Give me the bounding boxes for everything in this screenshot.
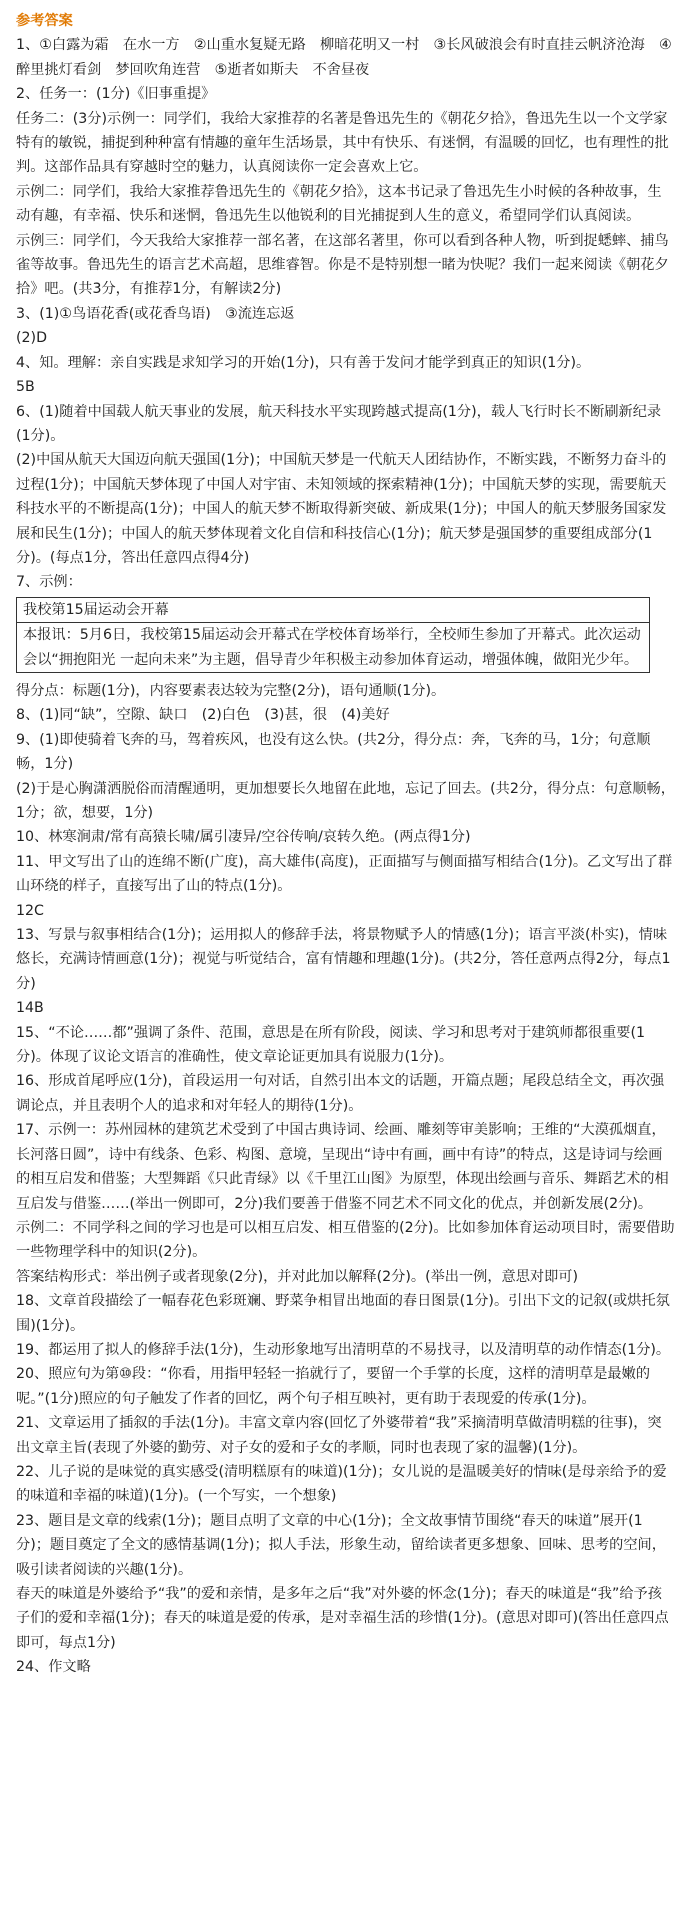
- answer-line: 14B: [16, 1000, 44, 1017]
- answers-part-2: [16, 679, 675, 1680]
- answer-line: 11、甲文写出了山的连绵不断(广度)，高大雄伟(高度)，正面描写与侧面描写相结合(1分)。乙文写出了群山环绕的样子，直接写出了山的特点(1分)。: [16, 853, 673, 895]
- answer-line: 4、知。理解：亲自实践是求知学习的开始(1分)，只有善于发问才能学到真正的知识(1分)。: [16, 354, 591, 371]
- answer-line: (2)D: [16, 330, 48, 347]
- answer-line: 19、都运用了拟人的修辞手法(1分)，生动形象地写出清明草的不易找寻，以及清明草的动作情态(1分)。: [16, 1341, 671, 1358]
- notice-title: 我校第15届运动会开幕: [17, 598, 649, 623]
- answer-line: 春天的味道是外婆给予“我”的爱和亲情，是多年之后“我”对外婆的怀念(1分)；春天的味道是“我”给予孩子们的爱和幸福(1分)；春天的味道是爱的传承，是对幸福生活的珍惜(1分)。(意思对即可)(答出任意四点即可，每点1分): [16, 1586, 669, 1651]
- answer-line: 12C: [16, 902, 44, 919]
- answer-line: 15、“不论……都”强调了条件、范围，意思是在所有阶段，阅读、学习和思考对于建筑师都很重要(1分)。体现了议论文语言的准确性，使文章论证更加具有说服力(1分)。: [16, 1024, 646, 1066]
- answer-line: 7、示例：: [16, 574, 82, 591]
- news-notice-box: [16, 597, 650, 673]
- answer-line: (2)于是心胸潇洒脱俗而清醒通明，更加想要长久地留在此地，忘记了回去。(共2分，得分点：句意顺畅，1分；欲，想要，1分): [16, 780, 675, 821]
- answer-line: (2)中国从航天大国迈向航天强国(1分)；中国航天梦是一代航天人团结协作，不断实践，不断努力奋斗的过程(1分)；中国航天梦体现了中国人对宇宙、未知领域的探索精神(1分)；中国航天梦的实现，需要航天科技水平的不断提高(1分)；中国人的航天梦不断取得新突破、新成果(1分)；中国人的航天梦服务国家发展和民生(1分)；中国人的航天梦体现着文化自信和科技信心(1分)；航天梦是强国梦的重要组成部分(1分)。(每点1分，答出任意四点得4分): [16, 452, 667, 566]
- heading: 参考答案: [16, 13, 73, 29]
- answer-line: 20、照应句为第⑩段：“你看，用指甲轻轻一掐就行了，要留一个手掌的长度，这样的清明草是最嫩的呢。”(1分)照应的句子触发了作者的回忆，两个句子相互映衬，更有助于表现爱的传承(1分)。: [16, 1366, 651, 1407]
- answer-line: 任务二：(3分)示例一：同学们，我给大家推荐的名著是鲁迅先生的《朝花夕拾》，鲁迅先生以一个文学家特有的敏锐，捕捉到种种富有情趣的童年生活场景，其中有快乐、有迷惘，有温暖的回忆，也有理性的批判。这部作品具有穿越时空的魅力，认真阅读你一定会喜欢上它。: [16, 110, 669, 176]
- answers-part-1: [16, 33, 675, 594]
- answer-line: 24、作文略: [16, 1659, 91, 1676]
- answer-line: 10、林寒涧肃/常有高猿长啸/属引凄异/空谷传响/哀转久绝。(两点得1分): [16, 829, 471, 846]
- notice-body: 本报讯：5月6日，我校第15届运动会开幕式在学校体育场举行，全校师生参加了开幕式。此次运动会以“拥抱阳光 一起向未来”为主题，倡导青少年积极主动参加体育运动，增强体魄，做阳光少年。: [23, 627, 641, 668]
- answer-line: 示例二：不同学科之间的学习也是可以相互启发、相互借鉴的(2分)。比如参加体育运动项目时，需要借助一些物理学科中的知识(2分)。: [16, 1219, 675, 1261]
- answer-line: 17、示例一：苏州园林的建筑艺术受到了中国古典诗词、绘画、雕刻等审美影响；王维的“大漠孤烟直，长河落日圆”，诗中有线条、色彩、构图、意境，呈现出“诗中有画，画中有诗”的特点，这是诗词与绘画的相互启发和借鉴；大型舞蹈《只此青绿》以《千里江山图》为原型，体现出绘画与音乐、舞蹈艺术的相互启发与借鉴……(举出一例即可，2分)我们要善于借鉴不同艺术不同文化的优点，并创新发展(2分)。: [16, 1122, 669, 1212]
- answer-line: 1、①白露为霜 在水一方 ②山重水复疑无路 柳暗花明又一村 ③长风破浪会有时直挂云帆济沧海 ④醉里挑灯看剑 梦回吹角连营 ⑤逝者如斯夫 不舍昼夜: [16, 37, 672, 78]
- answer-line: 9、(1)即使骑着飞奔的马，驾着疾风，也没有这么快。(共2分，得分点：奔，飞奔的马，1分；句意顺畅，1分): [16, 731, 651, 773]
- answer-line: 3、(1)①鸟语花香(或花香鸟语) ③流连忘返: [16, 305, 295, 322]
- answer-line: 示例二：同学们，我给大家推荐鲁迅先生的《朝花夕拾》，这本书记录了鲁迅先生小时候的各种故事，生动有趣，有幸福、快乐和迷惘，鲁迅先生以他锐利的目光捕捉到人生的意义，希望同学们认真阅读。: [16, 183, 662, 225]
- answer-line: 5B: [16, 379, 35, 396]
- answer-line: 16、形成首尾呼应(1分)，首段运用一句对话，自然引出本文的话题，开篇点题；尾段总结全文，再次强调论点，并且表明个人的追求和对年轻人的期待(1分)。: [16, 1073, 665, 1114]
- answer-line: 8、(1)同“缺”，空隙、缺口 (2)白色 (3)甚，很 (4)美好: [16, 707, 390, 724]
- answer-line: 21、文章运用了插叙的手法(1分)。丰富文章内容(回忆了外婆带着“我”采摘清明草做清明糕的往事)，突出文章主旨(表现了外婆的勤劳、对子女的爱和子女的孝顺，同时也表现了家的温馨)(1分)。: [16, 1415, 662, 1456]
- answer-line: 23、题目是文章的线索(1分)；题目点明了文章的中心(1分)；全文故事情节围绕“春天的味道”展开(1分)；题目奠定了全文的感情基调(1分)；拟人手法，形象生动，留给读者更多想象、回味、思考的空间，吸引读者阅读的兴趣(1分)。: [16, 1512, 666, 1578]
- answer-line: 2、任务一：(1分)《旧事重提》: [16, 86, 216, 103]
- answer-line: 22、儿子说的是味觉的真实感受(清明糕原有的味道)(1分)；女儿说的是温暖美好的情味(是母亲给予的爱的味道和幸福的味道)(1分)。(一个写实，一个想象): [16, 1463, 667, 1505]
- answer-line: 18、文章首段描绘了一幅春花色彩斑斓、野菜争相冒出地面的春日图景(1分)。引出下文的记叙(或烘托氛围)(1分)。: [16, 1293, 670, 1334]
- answer-line: 13、写景与叙事相结合(1分)；运用拟人的修辞手法，将景物赋予人的情感(1分)；语言平淡(朴实)，情味悠长，充满诗情画意(1分)；视觉与听觉结合，富有情趣和理趣(1分)。(共2分，答任意两点得2分，每点1分): [16, 927, 671, 992]
- answer-line: 答案结构形式：举出例子或者现象(2分)，并对此加以解释(2分)。(举出一例，意思对即可): [16, 1268, 579, 1285]
- answer-line: 6、(1)随着中国载人航天事业的发展，航天科技水平实现跨越式提高(1分)，载人飞行时长不断刷新纪录(1分)。: [16, 403, 662, 444]
- answer-line: 得分点：标题(1分)，内容要素表达较为完整(2分)，语句通顺(1分)。: [16, 682, 446, 699]
- answer-line: 示例三：同学们，今天我给大家推荐一部名著，在这部名著里，你可以看到各种人物，听到捉蟋蟀、捕鸟雀等故事。鲁迅先生的语言艺术高超，思维睿智。你是不是特别想一睹为快呢？我们一起来阅读《朝花夕拾》吧。(共3分，有推荐1分，有解读2分): [16, 232, 669, 298]
